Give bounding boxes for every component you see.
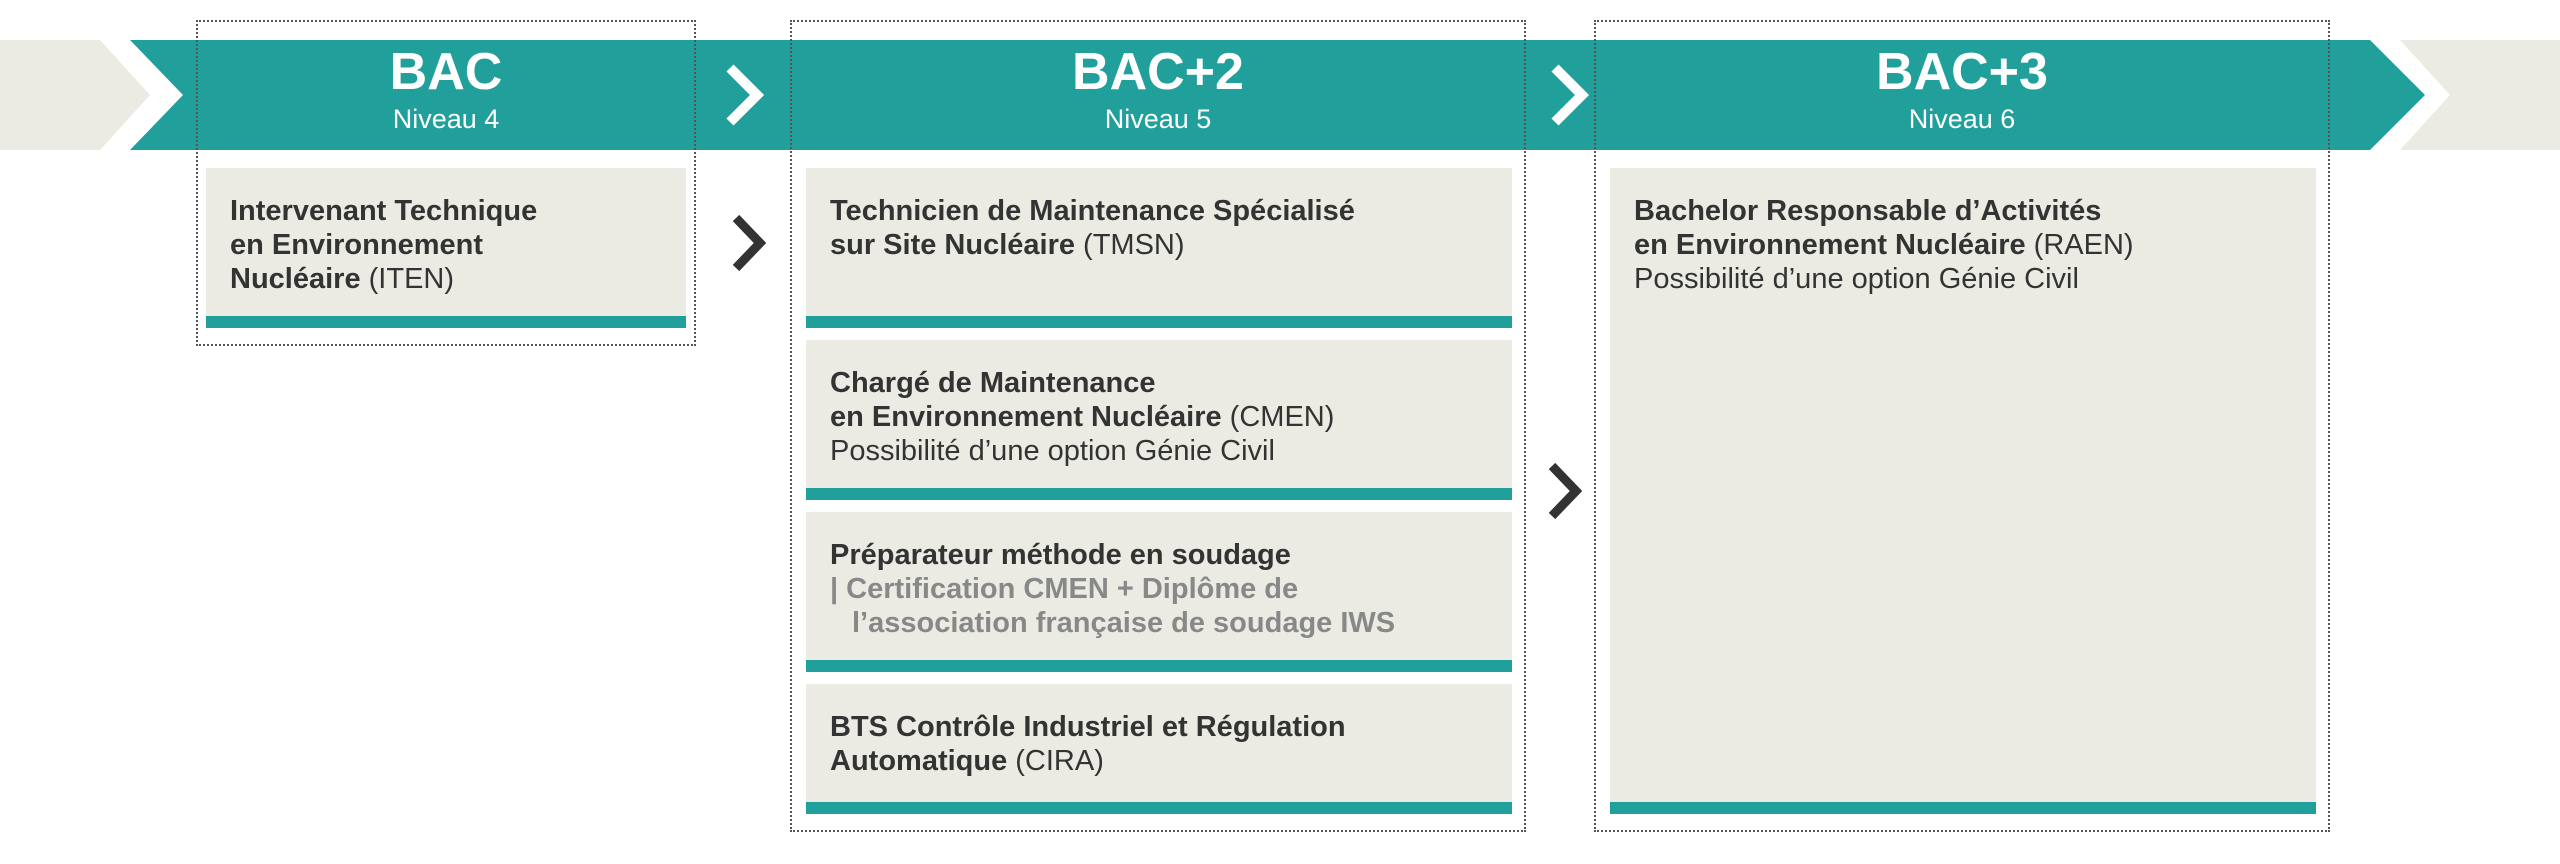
card-line: Technicien de Maintenance Spécialisé xyxy=(830,195,1355,227)
between-chevron-2 xyxy=(1552,466,1576,516)
card-line: Nucléaire (ITEN) xyxy=(230,263,455,295)
formation-card-iten xyxy=(206,168,686,328)
level-subtitle: Niveau 6 xyxy=(1908,104,2016,134)
level-header-bac2 xyxy=(790,38,1526,154)
level-subtitle: Niveau 5 xyxy=(1104,104,1212,134)
card-line: en Environnement Nucléaire (CMEN) xyxy=(830,401,1335,433)
card-line: Possibilité d’une option Génie Civil xyxy=(830,435,1275,467)
card-line: Chargé de Maintenance xyxy=(830,367,1156,399)
card-line: en Environnement Nucléaire (RAEN) xyxy=(1634,229,2134,261)
level-subtitle: Niveau 4 xyxy=(392,104,500,134)
formation-card-tmsn xyxy=(806,168,1512,328)
card-line: Automatique (CIRA) xyxy=(830,745,1104,777)
formation-card-raen xyxy=(1610,168,2316,814)
between-chevron-1 xyxy=(736,218,760,268)
level-title: BAC xyxy=(389,43,503,101)
card-line: en Environnement xyxy=(230,229,483,261)
card-muted-line: | Certification CMEN + Diplôme de xyxy=(830,573,1299,605)
card-line: Bachelor Responsable d’Activités xyxy=(1634,195,2102,227)
level-header-bac3 xyxy=(1594,38,2330,154)
card-line: BTS Contrôle Industriel et Régulation xyxy=(830,711,1346,743)
card-line: Intervenant Technique xyxy=(230,195,538,227)
level-title: BAC+3 xyxy=(1876,43,2048,101)
level-header-bac xyxy=(196,38,696,154)
card-line: sur Site Nucléaire (TMSN) xyxy=(830,229,1185,261)
grey-band-left xyxy=(0,40,150,150)
formation-card-cira xyxy=(806,684,1512,814)
formation-card-cmen xyxy=(806,340,1512,500)
card-muted-line: l’association française de soudage IWS xyxy=(852,607,1396,639)
level-title: BAC+2 xyxy=(1072,43,1244,101)
card-line: Possibilité d’une option Génie Civil xyxy=(1634,263,2079,295)
formation-card-soudage xyxy=(806,512,1512,672)
card-line: Préparateur méthode en soudage xyxy=(830,539,1291,571)
